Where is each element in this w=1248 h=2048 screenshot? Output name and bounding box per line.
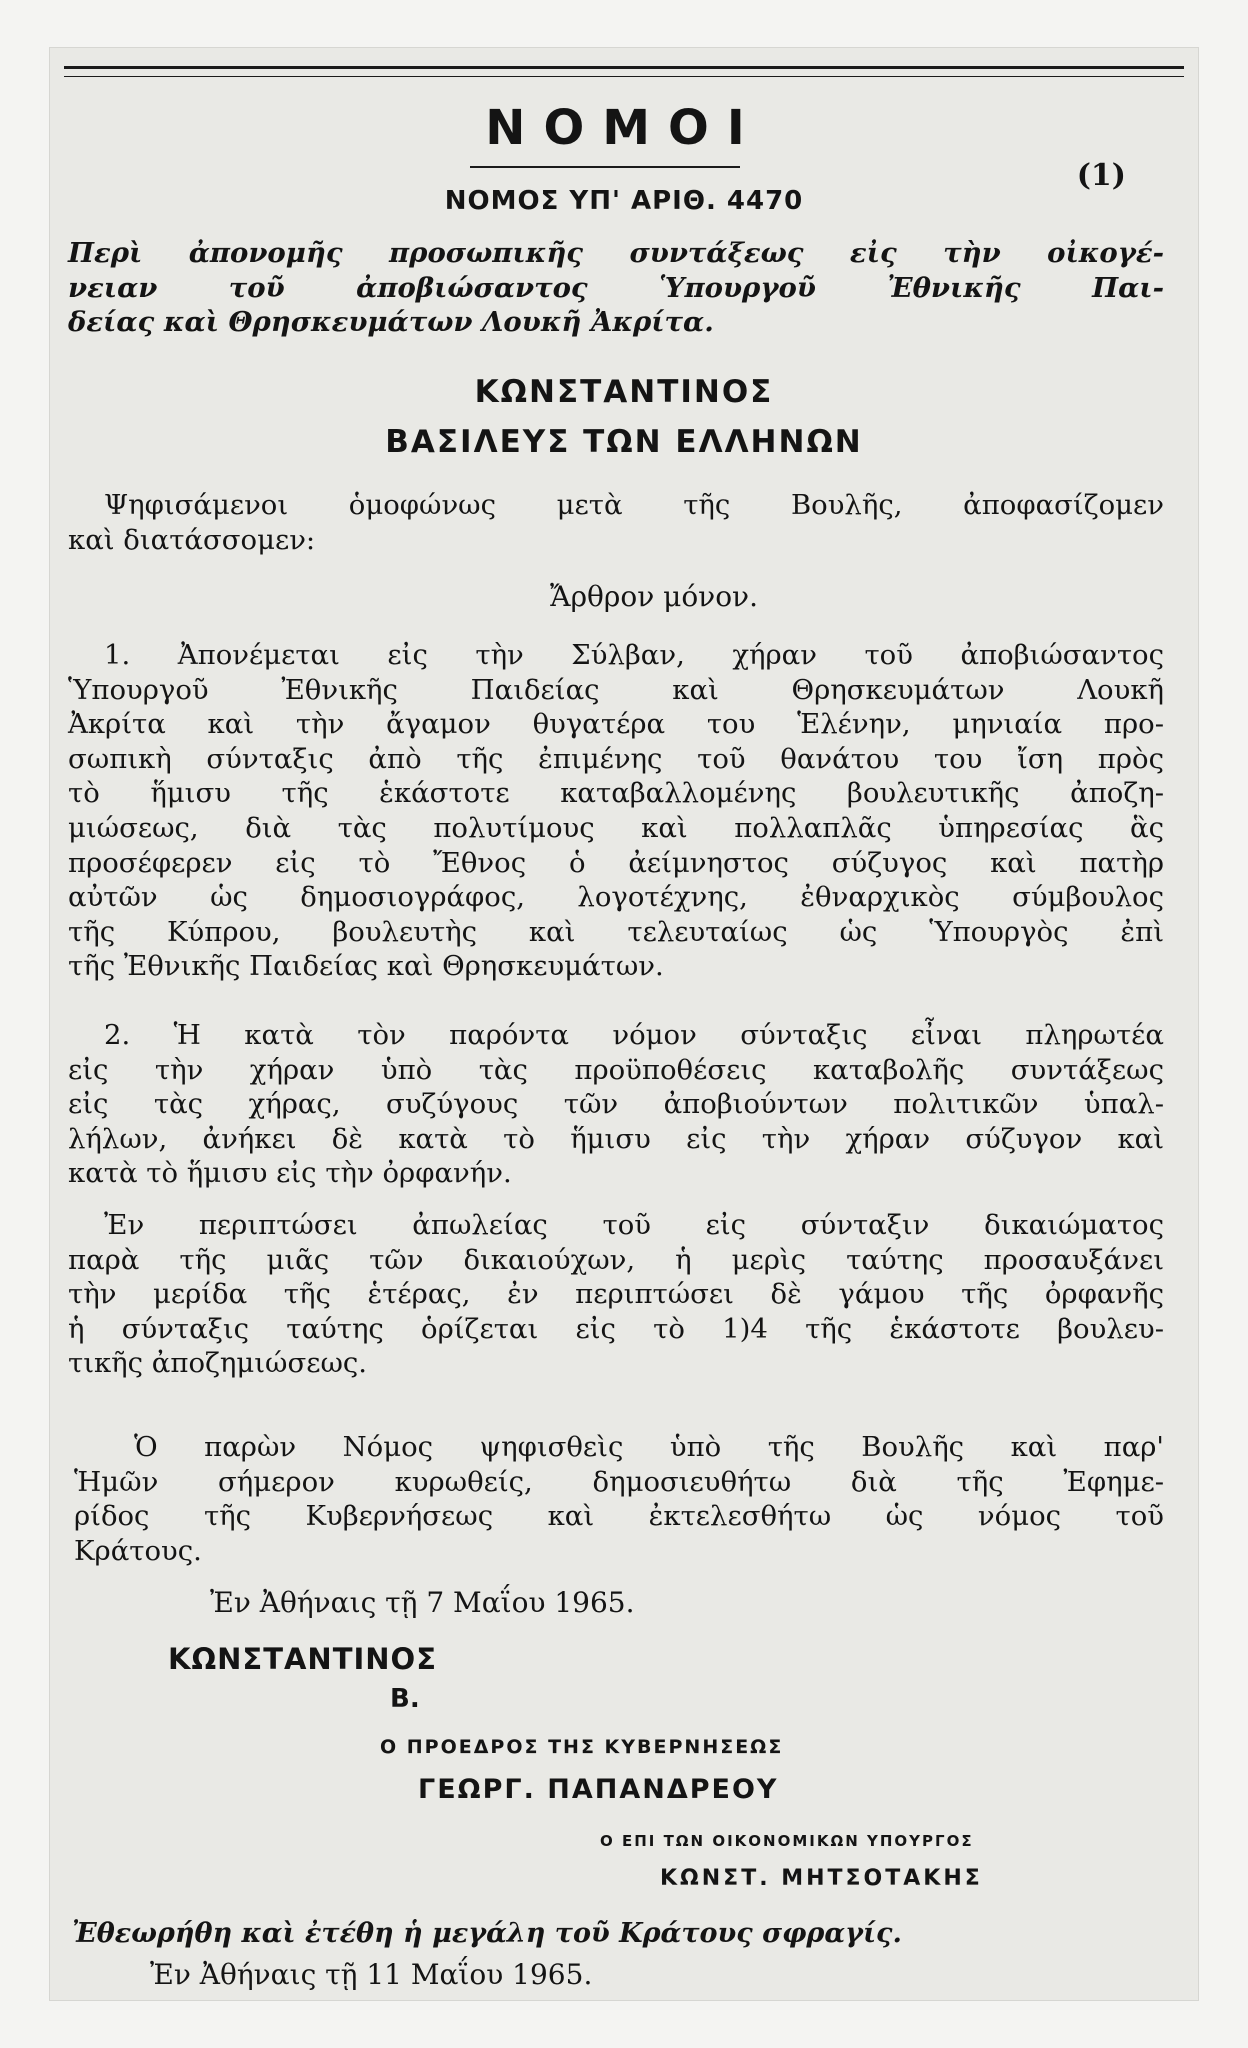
preamble <box>68 488 1164 557</box>
date-signed: Ἐν Ἀθήναις τῇ 7 Μαΐου 1965. <box>210 1586 635 1619</box>
subject-line: Περὶ ἀπονομῆς προσωπικῆς συντάξεως εἰς τὴν οἰκογέ- <box>68 237 1164 269</box>
para1-line: 1. Ἀπονέμεται εἰς τὴν Σύλβαν, χήραν τοῦ ἀποβιώσαντος <box>104 639 1164 671</box>
para1-line: Ὑπουργοῦ Ἐθνικῆς Παιδείας καὶ Θρησκευμάτων Λουκῆ <box>68 673 1164 706</box>
closing-line: Ὁ παρὼν Νόμος ψηφισθεὶς ὑπὸ τῆς Βουλῆς καὶ παρ' <box>134 1431 1164 1463</box>
preamble-line: καὶ διατάσσομεν: <box>68 523 316 556</box>
para2-line: λήλων, ἀνήκει δὲ κατὰ τὸ ἥμισυ εἰς τὴν χήραν σύζυγον καὶ <box>68 1122 1164 1155</box>
para3-line: παρὰ τῆς μιᾶς τῶν δικαιούχων, ἡ μερὶς ταύτης προσαυξάνει <box>68 1243 1164 1276</box>
paragraph-1 <box>68 638 1164 984</box>
issue-number: (1) <box>1076 158 1126 193</box>
section-heading: ΝΟΜΟΙ <box>485 100 763 156</box>
para2-line: 2. Ἡ κατὰ τὸν παρόντα νόμον σύνταξις εἶναι πληρωτέα <box>104 1019 1164 1051</box>
para3-line: ἡ σύνταξις ταύτης ὁρίζεται εἰς τὸ 1)4 τῆς ἑκάστοτε βουλευ- <box>68 1312 1164 1345</box>
para2-line: εἰς τὴν χήραν ὑπὸ τὰς προϋποθέσεις καταβολῆς συντάξεως <box>68 1053 1164 1086</box>
para1-line: Ἀκρίτα καὶ τὴν ἄγαμον θυγατέρα του Ἑλένην, μηνιαία προ- <box>68 708 1164 741</box>
article-heading: Ἄρθρον μόνον. <box>550 580 758 613</box>
preamble-line: Ψηφισάμενοι ὁμοφώνως μετὰ τῆς Βουλῆς, ἀποφασίζομεν <box>104 489 1164 521</box>
law-subject <box>68 236 1164 340</box>
closing-formula <box>74 1430 1164 1568</box>
top-rule-thin <box>64 76 1184 77</box>
king-title-header: ΒΑΣΙΛΕΥΣ ΤΩΝ ΕΛΛΗΝΩΝ <box>385 424 863 460</box>
para1-line: αὐτῶν ὡς δημοσιογράφος, λογοτέχνης, ἐθναρχικὸς σύμβουλος <box>68 881 1164 914</box>
closing-line: Κράτους. <box>74 1534 202 1567</box>
para3-line: τικῆς ἀποζημιώσεως. <box>68 1347 368 1380</box>
subject-line: νειαν τοῦ ἀποβιώσαντος Ὑπουργοῦ Ἐθνικῆς Παι- <box>68 271 1164 304</box>
heading-underline <box>470 166 740 168</box>
para1-line: μιώσεως, διὰ τὰς πολυτίμους καὶ πολλαπλᾶς ὑπηρεσίας ἃς <box>68 811 1164 844</box>
king-name-header: ΚΩΝΣΤΑΝΤΙΝΟΣ <box>474 374 774 410</box>
paragraph-2 <box>68 1018 1164 1191</box>
para1-line: τῆς Κύπρου, βουλευτὴς καὶ τελευταίως ὡς Ὑπουργὸς ἐπὶ <box>68 915 1164 948</box>
pm-signature: ΓΕΩΡΓ. ΠΑΠΑΝΔΡΕΟΥ <box>418 1774 779 1805</box>
para3-line: Ἐν περιπτώσει ἀπωλείας τοῦ εἰς σύνταξιν δικαιώματος <box>104 1209 1164 1241</box>
para3-line: τὴν μερίδα τῆς ἑτέρας, ἐν περιπτώσει δὲ γάμου τῆς ὀρφανῆς <box>68 1278 1164 1311</box>
gazette-page <box>50 48 1198 2000</box>
date-sealed: Ἐν Ἀθήναις τῇ 11 Μαΐου 1965. <box>150 1958 593 1991</box>
seal-note: Ἐθεωρήθη καὶ ἐτέθη ἡ μεγάλη τοῦ Κράτους σφραγίς. <box>72 1918 902 1949</box>
top-rule <box>64 66 1184 69</box>
para1-line: τὸ ἥμισυ τῆς ἑκάστοτε καταβαλλομένης βουλευτικῆς ἀποζη- <box>68 777 1164 810</box>
para2-line: κατὰ τὸ ἥμισυ εἰς τὴν ὀρφανήν. <box>68 1157 512 1190</box>
para1-line: τῆς Ἐθνικῆς Παιδείας καὶ Θρησκευμάτων. <box>68 950 664 983</box>
para1-line: προσέφερεν εἰς τὸ Ἔθνος ὁ ἀείμνηστος σύζυγος καὶ πατὴρ <box>68 846 1164 879</box>
finance-minister-signature: ΚΩΝΣΤ. ΜΗΤΣΟΤΑΚΗΣ <box>660 1866 983 1891</box>
para1-line: σωπικὴ σύνταξις ἀπὸ τῆς ἐπιμένης τοῦ θανάτου του ἴση πρὸς <box>68 742 1164 775</box>
closing-line: ρίδος τῆς Κυβερνήσεως καὶ ἐκτελεσθήτω ὡς νόμος τοῦ <box>74 1500 1164 1533</box>
para2-line: εἰς τὰς χήρας, συζύγους τῶν ἀποβιούντων πολιτικῶν ὑπαλ- <box>68 1088 1164 1121</box>
king-signature: ΚΩΝΣΤΑΝΤΙΝΟΣ <box>168 1642 438 1676</box>
king-initial: Β. <box>390 1684 420 1714</box>
finance-minister-title: Ο ΕΠΙ ΤΩΝ ΟΙΚΟΝΟΜΙΚΩΝ ΥΠΟΥΡΓΟΣ <box>600 1832 974 1850</box>
pm-title: Ο ΠΡΟΕΔΡΟΣ ΤΗΣ ΚΥΒΕΡΝΗΣΕΩΣ <box>380 1736 784 1758</box>
subject-line: δείας καὶ Θρησκευμάτων Λουκῆ Ἀκρίτα. <box>68 306 714 339</box>
law-number: ΝΟΜΟΣ ΥΠ' ΑΡΙΘ. 4470 <box>444 186 804 216</box>
paragraph-3 <box>68 1208 1164 1381</box>
closing-line: Ἡμῶν σήμερον κυρωθείς, δημοσιευθήτω διὰ τῆς Ἐφημε- <box>74 1465 1164 1498</box>
